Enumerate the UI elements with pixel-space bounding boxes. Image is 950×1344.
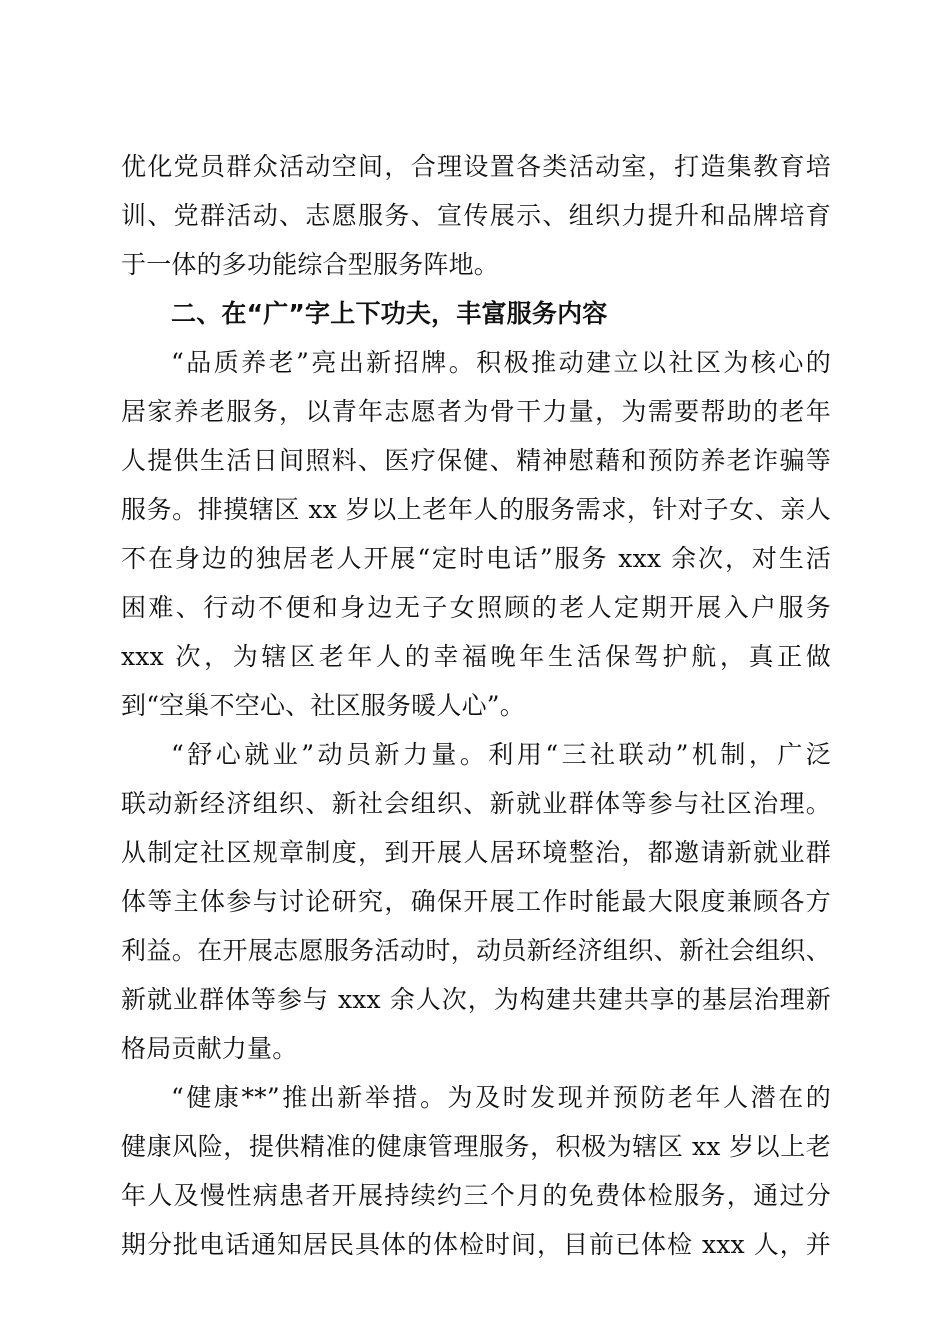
intro-line: 于一体的多功能综合型服务阵地。: [121, 250, 500, 279]
intro-line: 训、党群活动、志愿服务、宣传展示、组织力提升和品牌培育: [121, 201, 831, 230]
para1-line: xxx 次，为辖区老年人的幸福晚年生活保驾护航，真正做: [121, 642, 831, 671]
para2-line: “舒心就业”动员新力量。利用“三社联动”机制，广泛: [171, 740, 831, 769]
para1-line: 困难、行动不便和身边无子女照顾的老人定期开展入户服务: [121, 593, 831, 622]
para3-line: 期分批电话通知居民具体的体检时间，目前已体检 xxx 人，并: [121, 1230, 831, 1259]
para1-line: 服务。排摸辖区 xx 岁以上老年人的服务需求，针对子女、亲人: [121, 495, 831, 524]
para3-line: “健康**”推出新举措。为及时发现并预防老年人潜在的: [171, 1083, 831, 1112]
para3-line: 健康风险，提供精准的健康管理服务，积极为辖区 xx 岁以上老: [121, 1132, 831, 1161]
document-body: [121, 142, 831, 1269]
para1-line: “品质养老”亮出新招牌。积极推动建立以社区为核心的: [171, 348, 831, 377]
section-heading: 二、在“广”字上下功夫，丰富服务内容: [171, 299, 608, 328]
intro-line: 优化党员群众活动空间，合理设置各类活动室，打造集教育培: [121, 152, 831, 181]
para1-line: 人提供生活日间照料、医疗保健、精神慰藉和预防养老诈骗等: [121, 446, 831, 475]
para2-line: 新就业群体等参与 xxx 余人次，为构建共建共享的基层治理新: [121, 985, 831, 1014]
para1-line: 不在身边的独居老人开展“定时电话”服务 xxx 余次，对生活: [121, 544, 831, 573]
para2-line: 利益。在开展志愿服务活动时，动员新经济组织、新社会组织、: [121, 936, 831, 965]
para1-line: 居家养老服务，以青年志愿者为骨干力量，为需要帮助的老年: [121, 397, 831, 426]
para1-line: 到“空巢不空心、社区服务暖人心”。: [121, 691, 525, 720]
para2-line: 格局贡献力量。: [121, 1034, 298, 1063]
para2-line: 联动新经济组织、新社会组织、新就业群体等参与社区治理。: [121, 789, 831, 818]
para2-line: 从制定社区规章制度，到开展人居环境整治，都邀请新就业群: [121, 838, 831, 867]
para2-line: 体等主体参与讨论研究，确保开展工作时能最大限度兼顾各方: [121, 887, 831, 916]
para3-line: 年人及慢性病患者开展持续约三个月的免费体检服务，通过分: [121, 1181, 831, 1210]
